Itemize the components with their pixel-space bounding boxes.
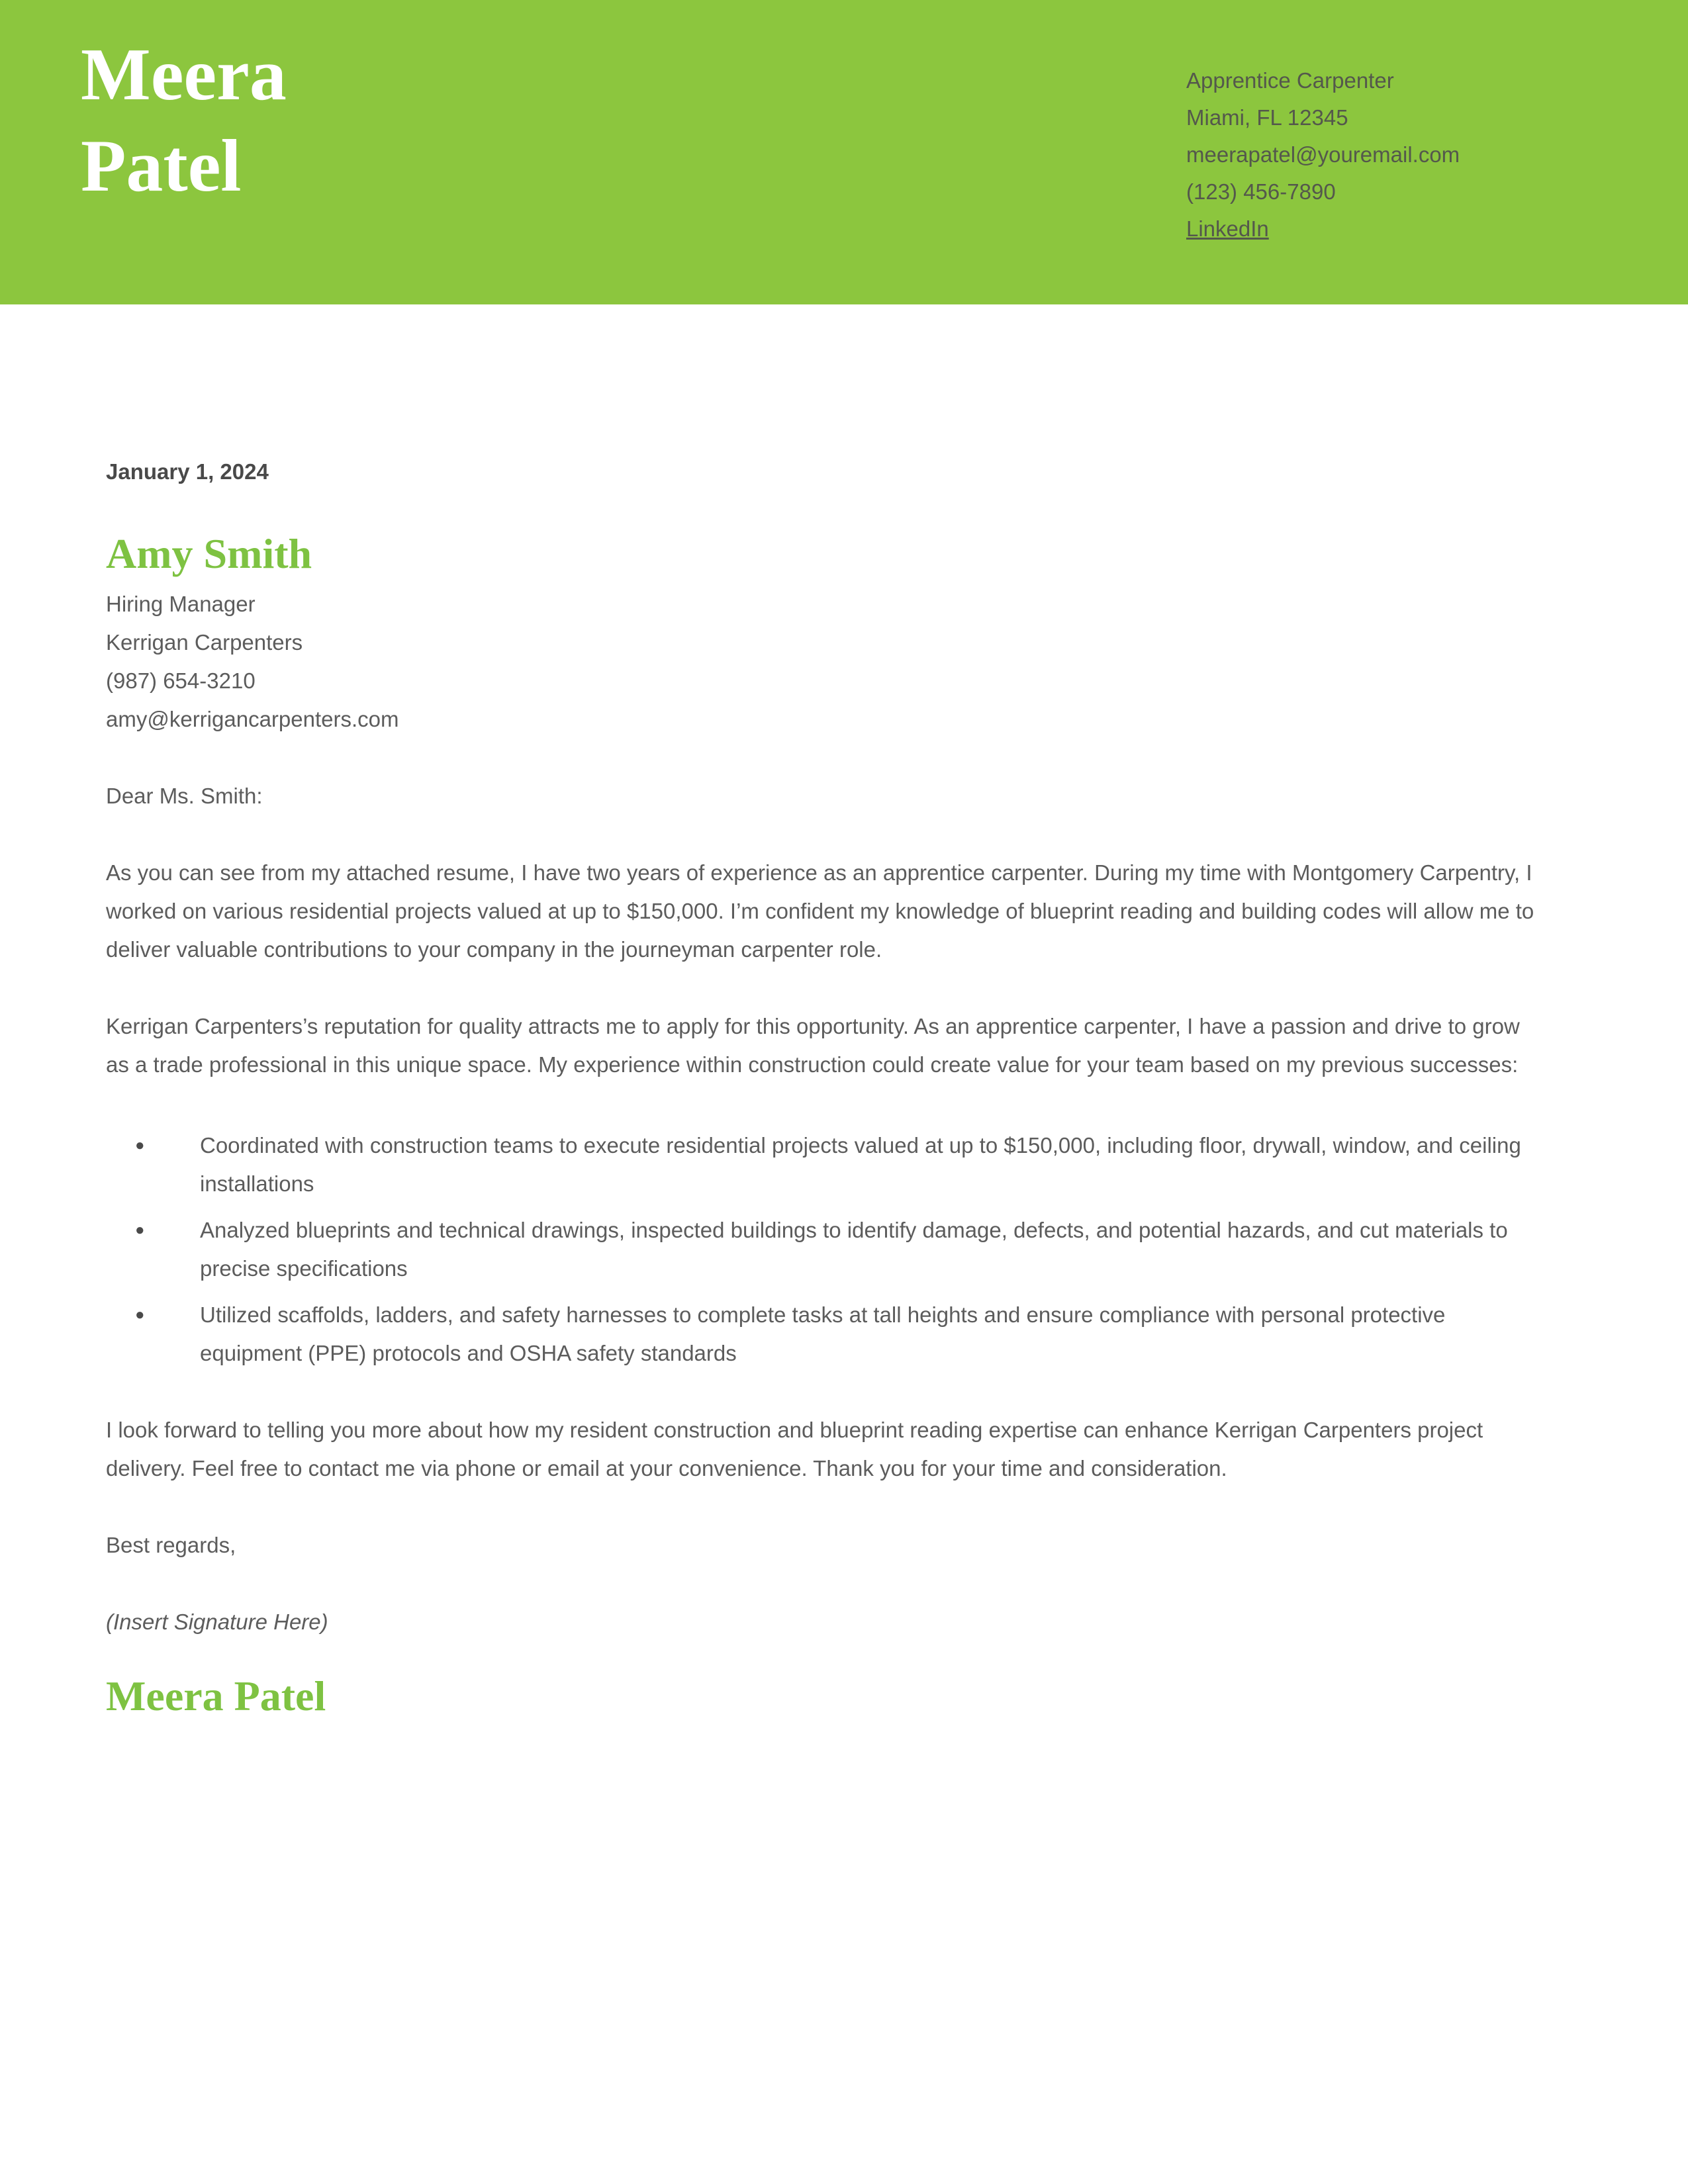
recipient-phone: (987) 654-3210 xyxy=(106,668,256,693)
contact-phone: (123) 456-7890 xyxy=(1186,179,1336,204)
list-item-text: Analyzed blueprints and technical drawings, inspected buildings to identify damage, defects, and potential hazards, and cut materials to precise specifications xyxy=(200,1218,1508,1281)
applicant-first-name: Meera xyxy=(81,34,287,116)
paragraph-experience: As you can see from my attached resume, I have two years of experience as an apprentice carpenter. During my time with Montgomery Carpentry, I worked on various residential projects valued at up to $150,000. I’m confident my knowledge of blueprint reading and building codes will allow me to deliver valuable contributions to your company in the journeyman carpenter role. xyxy=(106,860,1534,962)
recipient-details xyxy=(106,585,1536,739)
contact-location: Miami, FL 12345 xyxy=(1186,105,1348,130)
signature-placeholder: (Insert Signature Here) xyxy=(106,1610,328,1634)
contact-email: meerapatel@youremail.com xyxy=(1186,142,1460,167)
list-item xyxy=(106,1296,1536,1373)
contact-block xyxy=(1186,62,1460,248)
letter-date: January 1, 2024 xyxy=(106,459,269,484)
bullet-icon: ● xyxy=(135,1136,145,1154)
salutation: Dear Ms. Smith: xyxy=(106,784,263,808)
paragraph-closing: I look forward to telling you more about how my resident construction and blueprint reading expertise can enhance Kerrigan Carpenters project delivery. Feel free to contact me via phone or email at your convenience. Thank you for your time and consideration. xyxy=(106,1418,1483,1480)
linkedin-link[interactable]: LinkedIn xyxy=(1186,216,1269,241)
list-item-text: Coordinated with construction teams to execute residential projects valued at up to $150,000, including floor, drywall, window, and ceiling installations xyxy=(200,1133,1521,1196)
header-banner xyxy=(0,0,1688,304)
applicant-name xyxy=(81,29,287,212)
paragraph-motivation: Kerrigan Carpenters’s reputation for quality attracts me to apply for this opportunity. As an apprentice carpenter, I have a passion and drive to grow as a trade professional in this unique space. My experience within construction could create value for your team based on my previous successes: xyxy=(106,1014,1520,1077)
letter-body xyxy=(0,453,1688,1721)
list-item-text: Utilized scaffolds, ladders, and safety harnesses to complete tasks at tall heights and ensure compliance with personal protective equipment (PPE) protocols and OSHA safety standards xyxy=(200,1302,1446,1365)
recipient-company: Kerrigan Carpenters xyxy=(106,630,303,655)
contact-job-title: Apprentice Carpenter xyxy=(1186,68,1394,93)
signature-name: Meera Patel xyxy=(106,1672,326,1719)
recipient-title: Hiring Manager xyxy=(106,592,256,616)
valediction: Best regards, xyxy=(106,1533,236,1557)
achievement-list xyxy=(106,1126,1536,1373)
recipient-email: amy@kerrigancarpenters.com xyxy=(106,707,399,731)
list-item xyxy=(106,1126,1536,1203)
list-item xyxy=(106,1211,1536,1288)
bullet-icon: ● xyxy=(135,1221,145,1239)
applicant-last-name: Patel xyxy=(81,125,242,207)
recipient-name: Amy Smith xyxy=(106,530,312,577)
bullet-icon: ● xyxy=(135,1306,145,1324)
